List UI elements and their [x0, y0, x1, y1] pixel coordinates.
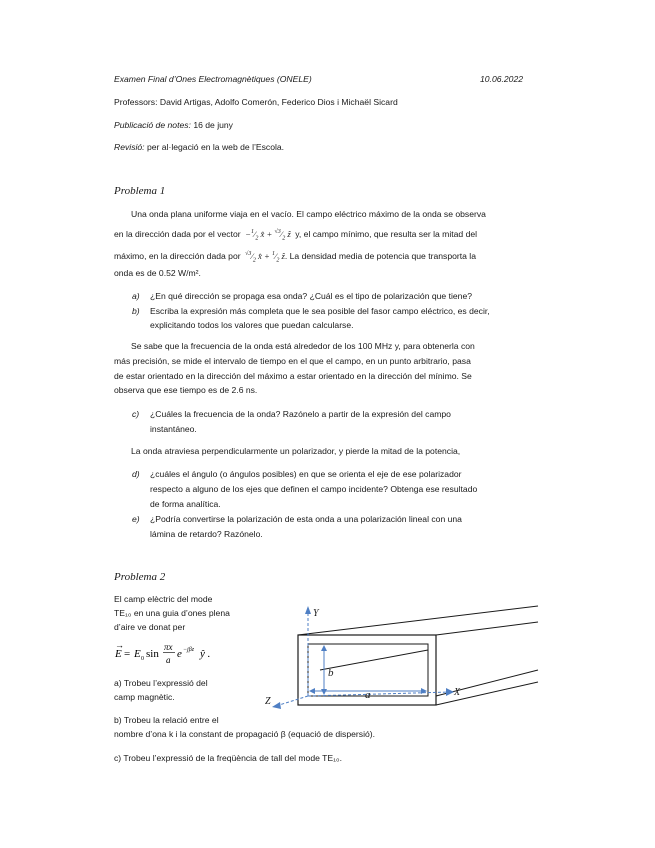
item-d-line3: de forma analítica.	[150, 499, 221, 509]
p2-intro-line2: TE₁₀ en una guia d’ones plena	[114, 608, 230, 618]
p1-intro-line3	[114, 251, 476, 264]
p2-item-a-line1: a) Trobeu l’expressió del	[114, 678, 208, 688]
p1-para2-line4: observa que ese tiempo es de 2.6 ns.	[114, 385, 258, 395]
vector-max-direction: $-^1⁄_2$ x̂ + $^{√3}⁄_2$ ẑ	[243, 229, 293, 242]
svg-text:a: a	[166, 655, 171, 665]
waveguide-top-edge	[298, 606, 538, 635]
item-c-line2: instantáneo.	[150, 424, 197, 434]
waveguide-inner-diagonal	[320, 650, 428, 670]
item-e-line1: ¿Podría convertirse la polarización de esta onda a una polarización lineal con una	[150, 514, 462, 524]
x-axis	[308, 692, 450, 696]
label-y: Y	[313, 608, 319, 619]
problem1-title: Problema 1	[114, 185, 166, 197]
item-b-line2: explicitando todos los valores que puedan calcularse.	[150, 320, 354, 330]
y-axis-arrow	[305, 606, 311, 614]
item-b-line1: Escriba la expresión más completa que le sea posible del fasor campo eléctrico, es decir,	[150, 306, 490, 316]
professors-line	[114, 97, 398, 107]
p1-intro-line3-a: máximo, en la dirección dada por	[114, 251, 241, 261]
notes-value: 16 de juny	[193, 120, 233, 130]
item-e-label: e)	[132, 514, 140, 524]
svg-text:e: e	[177, 648, 182, 660]
p1-item-b	[132, 304, 552, 334]
item-c-line1: ¿Cuáles la frecuencia de la onda? Razónelo a partir de la expresión del campo	[150, 409, 451, 419]
p1-intro-line2-b: y, el campo mínimo, que resulta ser la mitad del	[295, 229, 478, 239]
field-equation-svg	[114, 637, 234, 669]
p2-item-b-line2: nombre d’ona k i la constant de propagació β (equació de dispersió).	[114, 729, 376, 739]
dimension-b-arrow-bottom	[321, 689, 327, 695]
item-d-label: d)	[132, 469, 140, 479]
item-d-line1: ¿cuáles el ángulo (o ángulos posibles) en que se orienta el eje de ese polarizador	[150, 469, 462, 479]
dimension-b-arrow-top	[321, 645, 327, 651]
x-axis-arrow	[446, 688, 454, 696]
p1-item-d	[132, 467, 552, 512]
label-z: Z	[265, 696, 271, 707]
svg-text:πx: πx	[164, 642, 173, 652]
p1-intro-line2	[114, 229, 477, 242]
label-b: b	[328, 667, 334, 679]
exam-date: 10.06.2022	[480, 74, 524, 84]
exam-title: Examen Final d’Ones Electromagnètiques (ONELE)	[114, 74, 312, 84]
waveguide-top-right-edge	[436, 622, 538, 635]
review-label: Revisió:	[114, 142, 145, 152]
p2-item-a-line2: camp magnètic.	[114, 692, 175, 702]
p1-intro-line3-b: . La densidad media de potencia que transporta la	[284, 251, 476, 261]
p1-intro-line2-a: en la dirección dada por el vector	[114, 229, 241, 239]
item-c-label: c)	[132, 409, 140, 419]
z-axis-arrow	[272, 702, 281, 709]
field-equation	[114, 637, 234, 672]
label-a: a	[365, 689, 371, 701]
vector-min-direction: $^{√3}⁄_2$ x̂ + $^1⁄_2$ ẑ	[245, 251, 285, 264]
svg-text:→: →	[115, 640, 124, 650]
svg-text:−jβz: −jβz	[183, 647, 195, 653]
svg-text:=: =	[124, 648, 131, 660]
professors-value: David Artigas, Adolfo Comerón, Federico Dios i Michaël Sicard	[159, 97, 398, 107]
problem2-title: Problema 2	[114, 571, 166, 583]
waveguide-figure	[258, 600, 558, 720]
svg-text:ŷ .: ŷ .	[200, 648, 211, 660]
p1-intro-line1: Una onda plana uniforme viaja en el vacío. El campo eléctrico máximo de la onda se observa	[131, 209, 486, 219]
p1-para2-line2: más precisión, se mide el intervalo de tiempo en el que el campo, en un punto arbitrario, pasa	[114, 356, 471, 366]
review-value: per al·legació en la web de l’Escola.	[146, 142, 285, 152]
p1-item-c	[132, 407, 552, 437]
svg-text:E: E	[115, 648, 122, 660]
waveguide-bottom-outer-edge	[436, 682, 538, 705]
svg-text:0: 0	[141, 656, 144, 662]
review-line	[114, 142, 284, 152]
notes-label: Publicació de notes:	[114, 120, 191, 130]
professors-label: Professors:	[114, 97, 158, 107]
notes-line	[114, 120, 233, 130]
p1-item-e	[132, 512, 552, 542]
p1-para2-line3: de estar orientado en la dirección del máximo a estar orientado en la dirección del mínimo. Se	[114, 371, 472, 381]
svg-text:E: E	[134, 648, 141, 660]
p1-para2-line1: Se sabe que la frecuencia de la onda está alrededor de los 100 MHz y, para obtenerla con	[131, 341, 475, 351]
item-a-label: a)	[132, 291, 140, 301]
item-e-line2: lámina de retardo? Razónelo.	[150, 529, 263, 539]
p2-intro-line3: d’aire ve donat per	[114, 622, 186, 632]
item-a-text: ¿En qué dirección se propaga esa onda? ¿Cuál es el tipo de polarización que tiene?	[150, 291, 473, 301]
p1-item-a	[132, 289, 552, 304]
p2-intro-line1: El camp elèctric del mode	[114, 594, 213, 604]
p1-intro-line4: onda es de 0.52 W/m².	[114, 268, 201, 278]
dimension-a-arrow-left	[309, 688, 315, 694]
item-b-label: b)	[132, 306, 140, 316]
p1-para3: La onda atraviesa perpendicularmente un polarizador, y pierde la mitad de la potencia,	[131, 446, 461, 456]
svg-text:sin: sin	[146, 648, 159, 660]
item-d-line2: respecto a alguno de los ejes que definen el campo incidente? Obtenga ese resultado	[150, 484, 478, 494]
p2-item-c: c) Trobeu l’expressió de la freqüència de tall del mode TE₁₀.	[114, 753, 342, 763]
p2-item-b-line1: b) Trobeu la relació entre el	[114, 715, 219, 725]
label-x: X	[454, 687, 461, 698]
